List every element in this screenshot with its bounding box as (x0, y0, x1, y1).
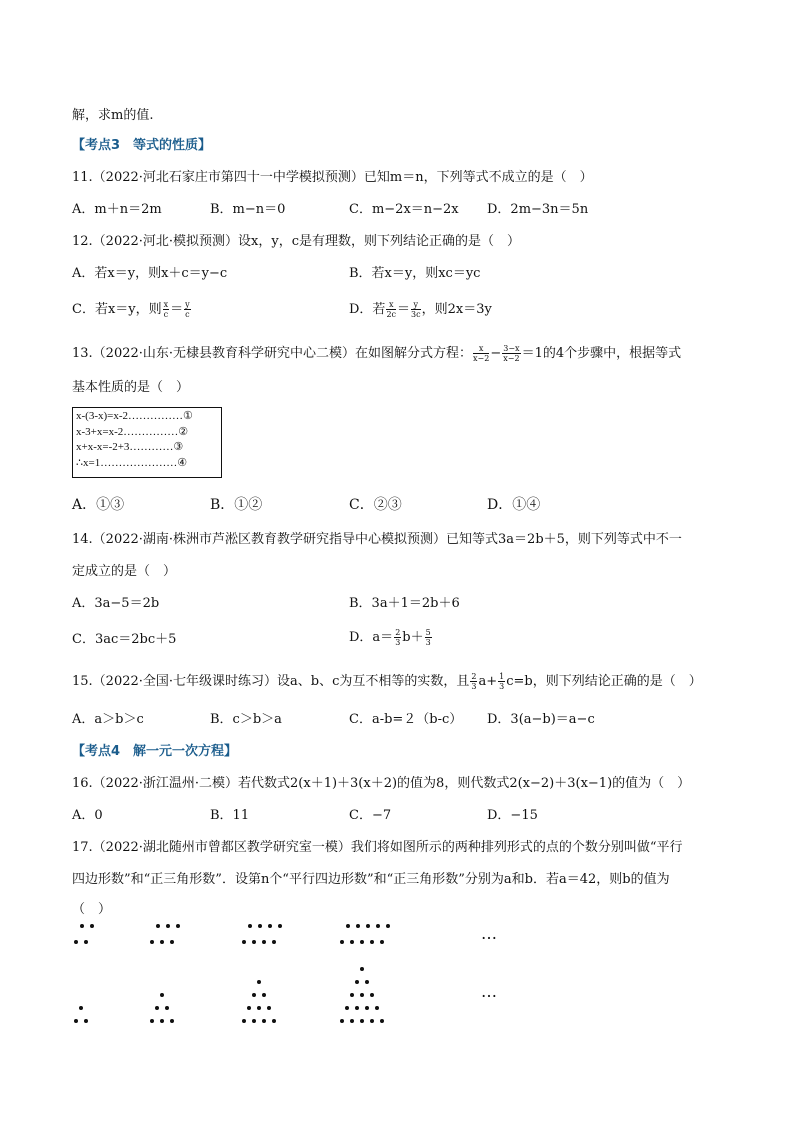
q11-option-a[interactable]: A．m＋n＝2m (72, 202, 162, 217)
parallelogram-dot (84, 940, 88, 944)
question-12-stem: 12.（2022·河北·模拟预测）设x，y，c是有理数，则下列结论正确的是（ ） (72, 234, 520, 249)
parallelogram-dot (370, 940, 374, 944)
parallelogram-dot (268, 924, 272, 928)
q12-option-d-conclusion: ，则2x＝3y (421, 302, 492, 317)
triangle-dot (252, 1019, 256, 1023)
parallelogram-dot (252, 940, 256, 944)
parallelogram-dot (262, 940, 266, 944)
triangle-dot (242, 1019, 246, 1023)
fraction-y-over-c: $\frac{y}{c}$ (185, 300, 190, 319)
q15-option-b[interactable]: B．c＞b＞a (210, 712, 282, 727)
triangle-dot (370, 1019, 374, 1023)
q15-stem-part-b: c=b，则下列结论正确的是（ ） (506, 674, 702, 689)
q12-option-d-label: D．若 (349, 302, 386, 317)
triangle-dot (355, 980, 359, 984)
q17-stem-line2: 四边形数”和“正三角形数”．设第n个“平行四边形数”和“正三角形数”分别为a和b．若a＝42，则b的值为 (72, 872, 670, 887)
parallelogram-ellipsis: … (481, 924, 499, 943)
q12-option-c-label: C．若x＝y，则 (72, 302, 162, 317)
parallelogram-dot (272, 940, 276, 944)
fraction-5-over-3: $\frac{5}{3}$ (425, 628, 431, 647)
previous-question-tail: 解，求m的值. (72, 108, 154, 123)
q11-option-b[interactable]: B．m−n＝0 (210, 202, 286, 217)
triangle-dot (272, 1019, 276, 1023)
parallelogram-dot (90, 924, 94, 928)
triangle-dot (257, 980, 261, 984)
fraction-2-over-3-a: $\frac{2}{3}$ (471, 672, 477, 691)
question-14-stem: 14.（2022·湖南·株洲市芦淞区教育教学研究指导中心模拟预测）已知等式3a＝2b＋5，则下列等式中不一 (72, 532, 682, 547)
parallelogram-dot (366, 924, 370, 928)
q16-option-b[interactable]: B．11 (210, 808, 250, 823)
fraction-3-minus-x-over-x-minus-2: $\frac{3-x}{x-2}$ (503, 344, 520, 363)
q13-option-d[interactable]: D．①④ (487, 497, 541, 513)
q16-option-c[interactable]: C．−7 (349, 808, 392, 823)
q11-option-d[interactable]: D．2m−3n＝5n (487, 202, 589, 217)
q16-option-a[interactable]: A．0 (72, 808, 103, 823)
q13-stem-line2: 基本性质的是（ ） (72, 380, 190, 395)
triangle-dot (262, 1019, 266, 1023)
fraction-1-over-3-c: $\frac{1}{3}$ (499, 672, 505, 691)
triangle-dot (267, 1006, 271, 1010)
parallelogram-dot (376, 924, 380, 928)
triangle-dot (150, 1019, 154, 1023)
fraction-x-over-2c: $\frac{x}{2c}$ (386, 300, 397, 319)
q13-option-a[interactable]: A．①③ (72, 497, 125, 513)
step-1: x-(3-x)=x-2……………① (76, 410, 193, 422)
q12-option-d[interactable]: D．若 $\frac{x}{2c}$ ＝ $\frac{y}{3c}$ ，则2x＝3y (349, 300, 492, 319)
parallelogram-dot (380, 940, 384, 944)
parallelogram-dot (170, 940, 174, 944)
q14-option-c[interactable]: C．3ac＝2bc＋5 (72, 632, 177, 647)
q14-option-b[interactable]: B．3a＋1＝2b＋6 (349, 596, 460, 611)
triangle-dot (340, 1019, 344, 1023)
triangle-dot (79, 1006, 83, 1010)
triangle-dot (257, 1006, 261, 1010)
parallelogram-dot (278, 924, 282, 928)
q12-option-c[interactable]: C．若x＝y，则 $\frac{x}{c}$ ＝ $\frac{y}{c}$ (72, 300, 190, 319)
parallelogram-dot (386, 924, 390, 928)
fraction-2-over-3: $\frac{2}{3}$ (395, 628, 401, 647)
q14-stem-line2: 定成立的是（ ） (72, 564, 177, 579)
q17-stem-line3: （ ） (72, 902, 112, 917)
q15-stem-part-a: 15.（2022·全国·七年级课时练习）设a、b、c为互不相等的实数，且 (72, 674, 470, 689)
section-heading-3: 【考点3 等式的性质】 (72, 138, 212, 153)
triangle-dot (74, 1019, 78, 1023)
fraction-y-over-3c: $\frac{y}{3c}$ (411, 300, 421, 319)
q12-option-a[interactable]: A．若x＝y，则x＋c＝y−c (72, 266, 228, 281)
q13-stem-part-b: ＝1的4个步骤中，根据等式 (521, 346, 682, 361)
parallelogram-dot (150, 940, 154, 944)
fraction-x-over-c: $\frac{x}{c}$ (163, 300, 169, 319)
parallelogram-dot (346, 924, 350, 928)
triangle-dot (360, 967, 364, 971)
triangle-dot (360, 993, 364, 997)
q14-option-d-label: D．a＝ (349, 630, 394, 645)
triangle-dot (160, 1019, 164, 1023)
parallelogram-dot (350, 940, 354, 944)
parallelogram-dot (80, 924, 84, 928)
triangle-dot (350, 1019, 354, 1023)
q12-option-b[interactable]: B．若x＝y，则xc＝yc (349, 266, 481, 281)
q14-option-a[interactable]: A．3a−5＝2b (72, 596, 160, 611)
parallelogram-dot (242, 940, 246, 944)
parallelogram-dot (166, 924, 170, 928)
parallelogram-dot (160, 940, 164, 944)
parallelogram-dot (156, 924, 160, 928)
q13-stem-part-a: 13.（2022·山东·无棣县教育科学研究中心二模）在如图解分式方程： (72, 346, 473, 361)
triangle-dot (247, 1006, 251, 1010)
q15-option-c[interactable]: C．a-b=２（b-c） (349, 712, 463, 727)
q14-option-d[interactable]: D．a＝ $\frac{2}{3}$ b＋ $\frac{5}{3}$ (349, 628, 431, 647)
question-16-stem: 16.（2022·浙江温州·二模）若代数式2(x＋1)＋3(x＋2)的值为8，则代数式2(x−2)＋3(x−1)的值为（ ） (72, 776, 691, 791)
section-heading-4: 【考点4 解一元一次方程】 (72, 744, 238, 759)
fraction-x-over-x-minus-2: $\frac{x}{x-2}$ (473, 344, 490, 363)
q11-option-c[interactable]: C．m−2x＝n−2x (349, 202, 459, 217)
triangle-dot (165, 1006, 169, 1010)
question-15-stem: 15.（2022·全国·七年级课时练习）设a、b、c为互不相等的实数，且 $\frac{2}{3}$ a+ $\frac{1}{3}$ c=b，则下列结论正确的是（ ） (72, 672, 702, 691)
triangle-dot (365, 1006, 369, 1010)
parallelogram-dot (258, 924, 262, 928)
triangle-dot (360, 1019, 364, 1023)
q16-option-d[interactable]: D．−15 (487, 808, 538, 823)
triangle-dot (370, 993, 374, 997)
triangle-dot (345, 1006, 349, 1010)
solution-steps-box (72, 407, 222, 478)
triangle-dot (160, 993, 164, 997)
parallelogram-dot (176, 924, 180, 928)
triangle-dot (375, 1006, 379, 1010)
question-13-stem: 13.（2022·山东·无棣县教育科学研究中心二模）在如图解分式方程： $\frac{x}{x-2}$ − $\frac{3-x}{x-2}$ ＝1的4个步骤中，根据等式 (72, 344, 682, 363)
parallelogram-dot (340, 940, 344, 944)
parallelogram-dot (74, 940, 78, 944)
step-4: ∴x=1…………………④ (76, 456, 188, 469)
triangle-dot (355, 1006, 359, 1010)
parallelogram-dot (356, 924, 360, 928)
q15-option-a[interactable]: A．a＞b＞c (72, 712, 144, 727)
triangle-dot (84, 1019, 88, 1023)
q15-option-d[interactable]: D．3(a−b)＝a−c (487, 712, 595, 727)
q13-option-b[interactable]: B．①② (210, 497, 263, 513)
triangle-ellipsis: … (481, 982, 499, 1001)
parallelogram-dot (248, 924, 252, 928)
triangle-dot (365, 980, 369, 984)
triangle-dot (155, 1006, 159, 1010)
triangle-dot (170, 1019, 174, 1023)
triangle-dot (262, 993, 266, 997)
triangle-dot (252, 993, 256, 997)
step-3: x+x-x=-2+3…………③ (76, 441, 184, 453)
question-17-stem: 17.（2022·湖北随州市曾都区教学研究室一模）我们将如图所示的两种排列形式的点的个数分别叫做“平行 (72, 840, 683, 855)
question-11-stem: 11.（2022·河北石家庄市第四十一中学模拟预测）已知m＝n，下列等式不成立的是（ ） (72, 170, 593, 185)
step-2: x-3+x=x-2……………② (76, 425, 189, 438)
parallelogram-dot (360, 940, 364, 944)
triangle-dot (380, 1019, 384, 1023)
q13-option-c[interactable]: C．②③ (349, 497, 402, 513)
triangle-dot (350, 993, 354, 997)
